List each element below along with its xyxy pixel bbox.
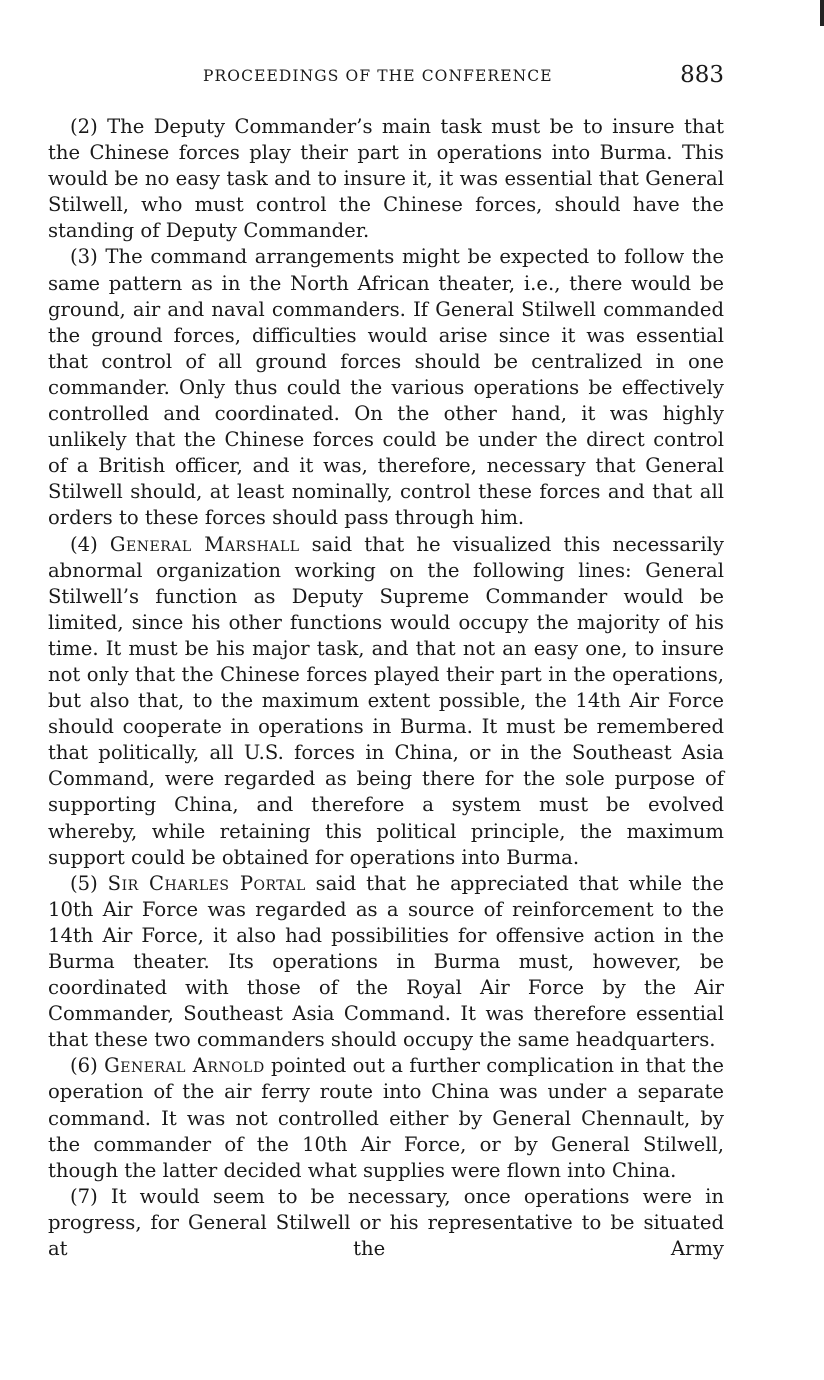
paragraph-4 <box>48 532 724 871</box>
paragraph-2 <box>48 114 724 244</box>
speaker-name: Sir Charles Portal <box>107 871 306 895</box>
paragraph-text: pointed out a further complication in that the operation of the air ferry route into China was under a separate command. It was not controlled either by General Chennault, by the commander of the 10th Air Force, or by General Stilwell, though the latter decided what supplies were flown into China. <box>48 1054 724 1182</box>
page-number: 883 <box>680 62 724 88</box>
speaker-name: General Marshall <box>109 532 300 556</box>
paragraph-text: (7) It would seem to be necessary, once operations were in progress, for General Stilwell or his representative to be situated at the Army <box>48 1184 724 1261</box>
paragraph-3 <box>48 244 724 531</box>
body-text <box>48 114 724 1262</box>
paragraph-number: (5) <box>70 871 98 895</box>
page-edge-mark <box>820 0 824 26</box>
paragraph-text: said that he visualized this necessarily abnormal organization working on the following lines: General Stilwell’s function as Deputy Supreme Commander would be limited, since his other functions would occupy the majority of his time. It must be his major task, and that not an easy one, to insure not only that the Chinese forces played their part in the operations, but also that, to the maximum extent possible, the 14th Air Force should cooperate in operations in Burma. It must be remembered that politically, all U.S. forces in China, or in the Southeast Asia Command, were regarded as being there for the sole purpose of supporting China, and therefore a system must be evolved whereby, while retaining this political principle, the maximum support could be obtained for operations into Burma. <box>48 532 724 869</box>
paragraph-6 <box>48 1053 724 1183</box>
running-head <box>48 62 724 96</box>
running-title: PROCEEDINGS OF THE CONFERENCE <box>203 67 553 85</box>
paragraph-number: (4) <box>70 532 98 556</box>
paragraph-text: (3) The command arrangements might be expected to follow the same pattern as in the North African theater, i.e., there would be ground, air and naval commanders. If General Stilwell commanded the ground forces, difficulties would arise since it was essential that control of all ground forces should be centralized in one commander. Only thus could the various operations be effectively controlled and coordinated. On the other hand, it was highly unlikely that the Chinese forces could be under the direct control of a British officer, and it was, therefore, necessary that General Stilwell should, at least nominally, control these forces and that all orders to these forces should pass through him. <box>48 245 724 530</box>
paragraph-text: said that he appreciated that while the 10th Air Force was regarded as a source of reinforcement to the 14th Air Force, it also had possibilities for offensive action in the Burma theater. Its operations in Burma must, however, be coordinated with those of the Royal Air Force by the Air Commander, Southeast Asia Command. It was therefore essential that these two commanders should occupy the same headquarters. <box>48 871 724 1052</box>
paragraph-text: (2) The Deputy Commander’s main task must be to insure that the Chinese forces play their part in operations into Burma. This would be no easy task and to insure it, it was essential that General Stilwell, who must control the Chinese forces, should have the standing of Deputy Commander. <box>48 115 724 243</box>
speaker-name: General Arnold <box>104 1054 265 1078</box>
paragraph-5 <box>48 871 724 1054</box>
paragraph-7 <box>48 1184 724 1262</box>
paragraph-number: (6) <box>70 1054 98 1078</box>
